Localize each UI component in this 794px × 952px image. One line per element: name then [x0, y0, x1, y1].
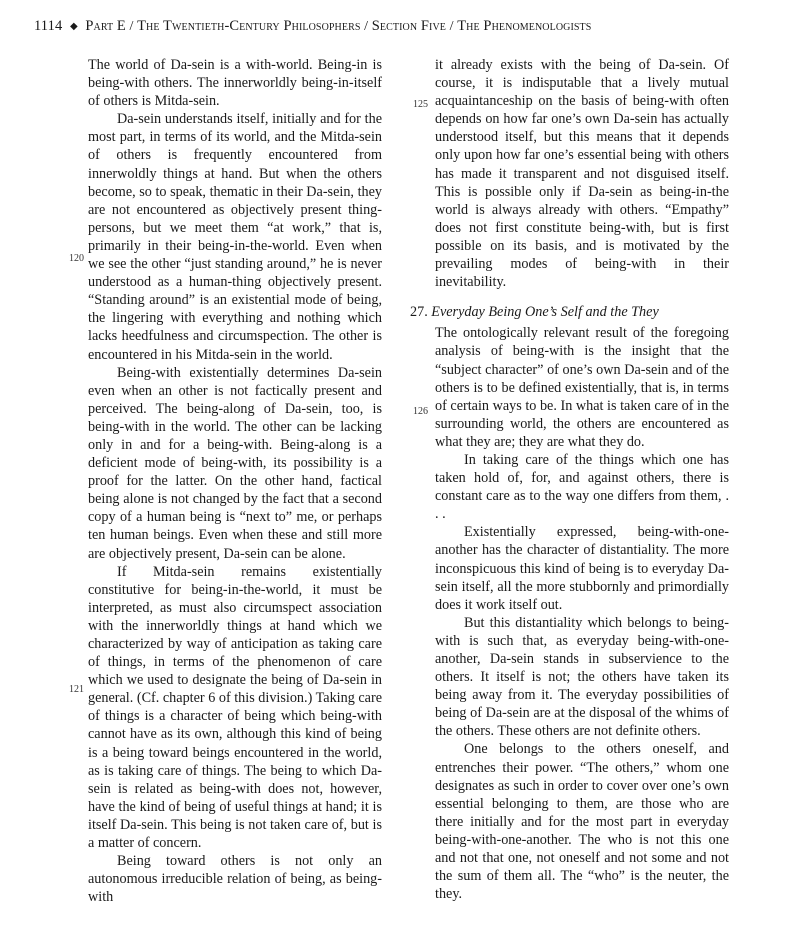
paragraph: Existentially expressed, being-with-one-another has the character of distantiality. The more inconspicuous this kind of being is to everyday Da-sein itself, all the more stubbornly and primordially does it work itself out. [435, 524, 729, 613]
paragraph: In taking care of the things which one has taken hold of, for, and against others, there is constant care as to the way one differs from them, . . . [435, 451, 729, 523]
margin-number: 126 [413, 406, 428, 417]
paragraph: One belongs to the others oneself, and entrenches their power. “The others,” whom one designates as such in order to cover over one’s own essential belonging to them, are those who are there initially and for the most part in everyday being-with-one-another. The who is not this one and not that one, not oneself and not some and not the sum of them all. The “who” is the neuter, the they. [435, 741, 729, 903]
paragraph: Da-sein understands itself, initially and for the most part, in terms of its world, and the Mitda-sein of others is frequently encountered from innerwoldly things at hand. But when the others become, so to speak, thematic in their Da-sein, they are not encountered as objectively present thing-persons, but we meet them “at work,” that is, primarily in their being-in-the-world. Even when we see the other “just standing around,” he is never understood as a human-thing objectively present. “Standing around” is an existential mode of being, the lingering with everything and nothing which lacks heedfulness and circumspection. The other is encountered in his Mitda-sein in the world. [88, 111, 382, 363]
paragraph: Being-with existentially determines Da-sein even when an other is not factically present and perceived. The being-along of Da-sein, too, is being-with in the world. The other can be lacking only in and for a being-with. Being-along is a deficient mode of being-with, its possibility is a proof for the latter. On the other hand, factical being alone is not changed by the fact that a second copy of a human being is “next to” me, or perhaps ten human beings. Even when these and still more are objectively present, Da-sein can be alone. [88, 364, 382, 562]
header-separator: / [129, 19, 138, 34]
margin-number: 121 [69, 684, 84, 695]
header-section-title: The Phenomenologists [457, 18, 592, 34]
margin-number: 125 [413, 99, 428, 110]
header-separator: / [449, 19, 458, 34]
paragraph: Being toward others is not only an autonomous irreducible relation of being, as being-with [88, 853, 382, 906]
section-title: Everyday Being One’s Self and the They [431, 304, 659, 321]
paragraph: But this distantiality which belongs to being-with is such that, as everyday being-with-one-another, Da-sein stands in subservience to the others. It itself is not; the others have taken its being away from it. The everyday possibilities of being of Da-sein are at the disposal of the whims of the others. These others are not definite others. [435, 614, 729, 740]
left-column [88, 56, 382, 906]
running-header [34, 18, 774, 35]
paragraph: The ontologically relevant result of the foregoing analysis of being-with is the insight that the “subject character” of one’s own Da-sein and of the others is to be defined existentially, that is, in terms of certain ways to be. In what is taken care of in the surrounding world, the others are encountered as what they are; they are what they do. [435, 325, 729, 450]
section-number: 27. [410, 304, 428, 321]
header-part: Part E [85, 18, 126, 34]
section-heading [410, 303, 729, 321]
paragraph: If Mitda-sein remains existentially constitutive for being-in-the-world, it must be interpreted, as must also circumspect association with the innerworldly things at hand which we characterized by way of anticipation as taking care of things, in terms of the phenomenon of care which we used to designate the being of Da-sein in general. (Cf. chapter 6 of this division.) Taking care of things is a character of being which being-with cannot have as its own, although this kind of being is a being toward beings encountered in the world, as is taking care of things. The being to which Da-sein is related as being-with does not, however, have the kind of being of useful things at hand; it is itself Da-sein. This being is not taken care of, but is a matter of concern. [88, 563, 382, 852]
page-number: 1114 [34, 18, 63, 34]
header-part-title: The Twentieth-Century Philosophers [137, 18, 361, 34]
paragraph: it already exists with the being of Da-sein. Of course, it is indisputable that a lively mutual acquaintanceship on the basis of being-with often depends on how far one’s own Da-sein has actually understood itself, but this means that it depends only upon how far one’s essential being with others has made it transparent and not disguised itself. This is possible only if Da-sein as being-in-the world is always already with others. “Empathy” does not first constitute being-with, but is first possible on its basis, and is motivated by the prevailing modes of being-with in their inevitability. [435, 57, 729, 291]
margin-number: 120 [69, 253, 84, 264]
diamond-ornament-icon: ◆ [69, 21, 78, 32]
paragraph: The world of Da-sein is a with-world. Being-in is being-with others. The innerworldly being-in-itself of others is Mitda-sein. [88, 57, 382, 110]
header-section: Section Five [371, 18, 447, 34]
header-separator: / [364, 19, 372, 34]
